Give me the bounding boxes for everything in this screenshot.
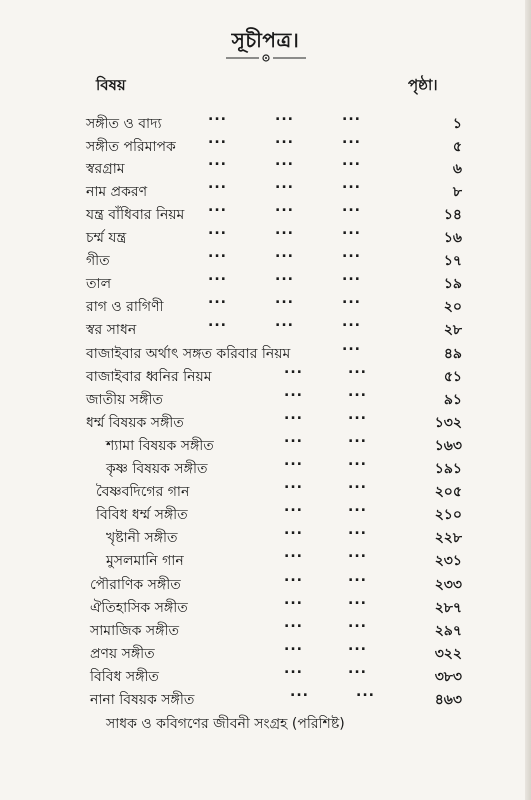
subject-column-header: বিষয় xyxy=(96,76,126,94)
dot-leader: ... xyxy=(208,245,227,261)
dot-leader: ... xyxy=(275,199,294,215)
dot-leader: ... xyxy=(342,314,361,330)
toc-entry-title: নানা বিষয়ক সঙ্গীত xyxy=(90,692,195,708)
toc-entry-title: পৌরাণিক সঙ্গীত xyxy=(90,577,181,593)
dot-leader: ... xyxy=(275,245,294,261)
toc-entry-page: ১৪ xyxy=(443,207,462,223)
toc-entry-page: ১৩২ xyxy=(434,415,462,431)
toc-entry-page: ২৮ xyxy=(443,322,462,338)
toc-entry-page: ১৬৩ xyxy=(434,438,462,454)
dot-leader: ... xyxy=(208,291,227,307)
toc-entry-page: ২১০ xyxy=(434,507,462,523)
dot-leader: ... xyxy=(342,108,361,124)
toc-entry xyxy=(0,476,531,502)
toc-entry xyxy=(0,361,531,387)
dot-leader: ... xyxy=(275,314,294,330)
dot-leader: ... xyxy=(348,361,367,377)
dot-leader: ... xyxy=(348,545,367,561)
dot-leader: ... xyxy=(275,222,294,238)
toc-entry-title: মুসলমানি গান xyxy=(106,553,184,569)
dot-leader: ... xyxy=(348,476,367,492)
dot-leader: ... xyxy=(348,661,367,677)
toc-entry xyxy=(0,199,531,225)
dot-leader: ... xyxy=(284,569,303,585)
dot-leader: ... xyxy=(284,638,303,654)
dot-leader: ... xyxy=(275,153,294,169)
toc-entry xyxy=(0,338,531,364)
dot-leader: ... xyxy=(348,499,367,515)
toc-entry-page: ১ xyxy=(452,116,462,132)
dot-leader: ... xyxy=(284,407,303,423)
page-title: সূচীপত্র। xyxy=(231,28,300,52)
dot-leader: ... xyxy=(208,153,227,169)
dot-leader: ... xyxy=(208,108,227,124)
toc-entry-page: ৫১ xyxy=(443,369,462,385)
toc-entry-title: স্বর সাধন xyxy=(86,322,137,338)
dot-leader: ... xyxy=(348,384,367,400)
toc-entry-title: যন্ত্র বাঁধিবার নিয়ম xyxy=(86,207,185,223)
toc-entry-page: ২০ xyxy=(443,299,462,315)
toc-entry-page: ৯১ xyxy=(443,392,462,408)
toc-entry-title: সঙ্গীত পরিমাপক xyxy=(86,139,176,155)
dot-leader: ... xyxy=(342,338,361,354)
toc-entry-page: ২২৮ xyxy=(434,530,462,546)
toc-entry-page: ৩২২ xyxy=(434,646,462,662)
toc-entry xyxy=(0,245,531,271)
toc-entry xyxy=(0,314,531,340)
dot-leader: ... xyxy=(348,592,367,608)
dot-leader: ... xyxy=(284,615,303,631)
toc-entry-title: বাজাইবার অর্থাৎ সঙ্গত করিবার নিয়ম xyxy=(86,346,291,362)
dot-leader: ... xyxy=(275,108,294,124)
toc-entry-title: ঐতিহাসিক সঙ্গীত xyxy=(90,600,188,616)
toc-entry xyxy=(0,108,531,134)
dot-leader: ... xyxy=(342,291,361,307)
dot-leader: ... xyxy=(275,291,294,307)
toc-entry xyxy=(0,291,531,317)
dot-leader: ... xyxy=(284,592,303,608)
toc-entry-page: ১৬ xyxy=(443,230,462,246)
toc-entry-page: ১৯১ xyxy=(434,461,462,477)
toc-entry-page: ৮ xyxy=(452,184,462,200)
toc-entry-page: ২০৫ xyxy=(434,484,462,500)
dot-leader: ... xyxy=(348,430,367,446)
dot-leader: ... xyxy=(275,268,294,284)
toc-entry-page: ১৯ xyxy=(443,276,462,292)
dot-leader: ... xyxy=(348,522,367,538)
toc-entry-title: সামাজিক সঙ্গীত xyxy=(90,623,179,639)
dot-leader: ... xyxy=(208,222,227,238)
toc-entry xyxy=(0,638,531,664)
toc-entry xyxy=(0,661,531,687)
toc-entry-title: সঙ্গীত ও বাদ্য xyxy=(86,116,162,132)
toc-entry xyxy=(0,545,531,571)
toc-entry-page: ৫ xyxy=(452,139,462,155)
toc-entry-title: তাল xyxy=(86,276,111,292)
toc-entry-title: নাম প্রকরণ xyxy=(86,184,148,200)
dot-leader: ... xyxy=(284,661,303,677)
dot-leader: ... xyxy=(284,384,303,400)
toc-entry xyxy=(0,684,531,710)
dot-leader: ... xyxy=(348,615,367,631)
toc-entry xyxy=(0,176,531,202)
toc-entry xyxy=(0,592,531,618)
dot-leader: ... xyxy=(208,268,227,284)
toc-entry xyxy=(0,407,531,433)
dot-leader: ... xyxy=(348,453,367,469)
toc-entry-title: রাগ ও রাগিণী xyxy=(86,299,164,315)
toc-entry xyxy=(0,268,531,294)
toc-entry xyxy=(0,453,531,479)
toc-entry xyxy=(0,569,531,595)
dot-leader: ... xyxy=(284,545,303,561)
toc-entry xyxy=(0,499,531,525)
toc-entry-title: ধর্ম্ম বিষয়ক সঙ্গীত xyxy=(86,415,184,431)
toc-entry-title: জাতীয় সঙ্গীত xyxy=(86,392,163,408)
dot-leader: ... xyxy=(208,176,227,192)
dot-leader: ... xyxy=(208,199,227,215)
toc-entry-title: খৃষ্টানী সঙ্গীত xyxy=(106,530,178,546)
dot-leader: ... xyxy=(342,199,361,215)
dot-leader: ... xyxy=(284,453,303,469)
dot-leader: ... xyxy=(284,476,303,492)
dot-leader: ... xyxy=(348,407,367,423)
dot-leader: ... xyxy=(348,638,367,654)
toc-entry-page: ২৮৭ xyxy=(434,600,462,616)
appendix-line: সাধক ও কবিগণের জীবনী সংগ্রহ (পরিশিষ্ট) xyxy=(106,716,345,732)
toc-entry-page: ১৭ xyxy=(443,253,462,269)
dot-leader: ... xyxy=(348,569,367,585)
dot-leader: ... xyxy=(342,268,361,284)
dot-leader: ... xyxy=(342,176,361,192)
toc-entry-title: গীত xyxy=(86,253,110,269)
toc-entry-title: বিবিধ সঙ্গীত xyxy=(90,669,159,685)
toc-entry-title: চর্ম্ম যন্ত্র xyxy=(86,230,127,246)
toc-entry-title: কৃষ্ণ বিষয়ক সঙ্গীত xyxy=(106,461,208,477)
toc-entry-page: ৬ xyxy=(452,161,462,177)
dot-leader: ... xyxy=(275,131,294,147)
dot-leader: ... xyxy=(284,522,303,538)
toc-entry xyxy=(0,615,531,641)
toc-entry-page: ৪৬৩ xyxy=(434,692,462,708)
toc-entry-title: স্বরগ্রাম xyxy=(86,161,125,177)
toc-entry-title: বিবিধ ধর্ম্ম সঙ্গীত xyxy=(96,507,188,523)
dot-leader: ... xyxy=(284,430,303,446)
toc-entry-page: ২৯৭ xyxy=(434,623,462,639)
dot-leader: ... xyxy=(290,684,309,700)
toc-entry-page: ৩৮৩ xyxy=(434,669,462,685)
dot-leader: ... xyxy=(342,131,361,147)
toc-entry xyxy=(0,131,531,157)
toc-entry xyxy=(0,384,531,410)
toc-entry-title: বাজাইবার ধ্বনির নিয়ম xyxy=(86,369,212,385)
dot-leader: ... xyxy=(342,153,361,169)
toc-entry xyxy=(0,153,531,179)
dot-leader: ... xyxy=(342,222,361,238)
toc-entry xyxy=(0,522,531,548)
dot-leader: ... xyxy=(275,176,294,192)
dot-leader: ... xyxy=(284,361,303,377)
page-column-header: পৃষ্ঠা। xyxy=(408,76,438,94)
toc-entry xyxy=(0,430,531,456)
toc-entry-title: বৈষ্ণবদিগের গান xyxy=(96,484,190,500)
dot-leader: ... xyxy=(208,314,227,330)
dot-leader: ... xyxy=(284,499,303,515)
dot-leader: ... xyxy=(356,684,375,700)
toc-entry-title: শ্যামা বিষয়ক সঙ্গীত xyxy=(106,438,214,454)
toc-entry xyxy=(0,222,531,248)
toc-entry-page: ৪৯ xyxy=(443,346,462,362)
dot-leader: ... xyxy=(342,245,361,261)
toc-entry-page: ২৩৩ xyxy=(434,577,462,593)
toc-entry-page: ২৩১ xyxy=(434,553,462,569)
toc-entry-title: প্রণয় সঙ্গীত xyxy=(90,646,155,662)
dot-leader: ... xyxy=(208,131,227,147)
